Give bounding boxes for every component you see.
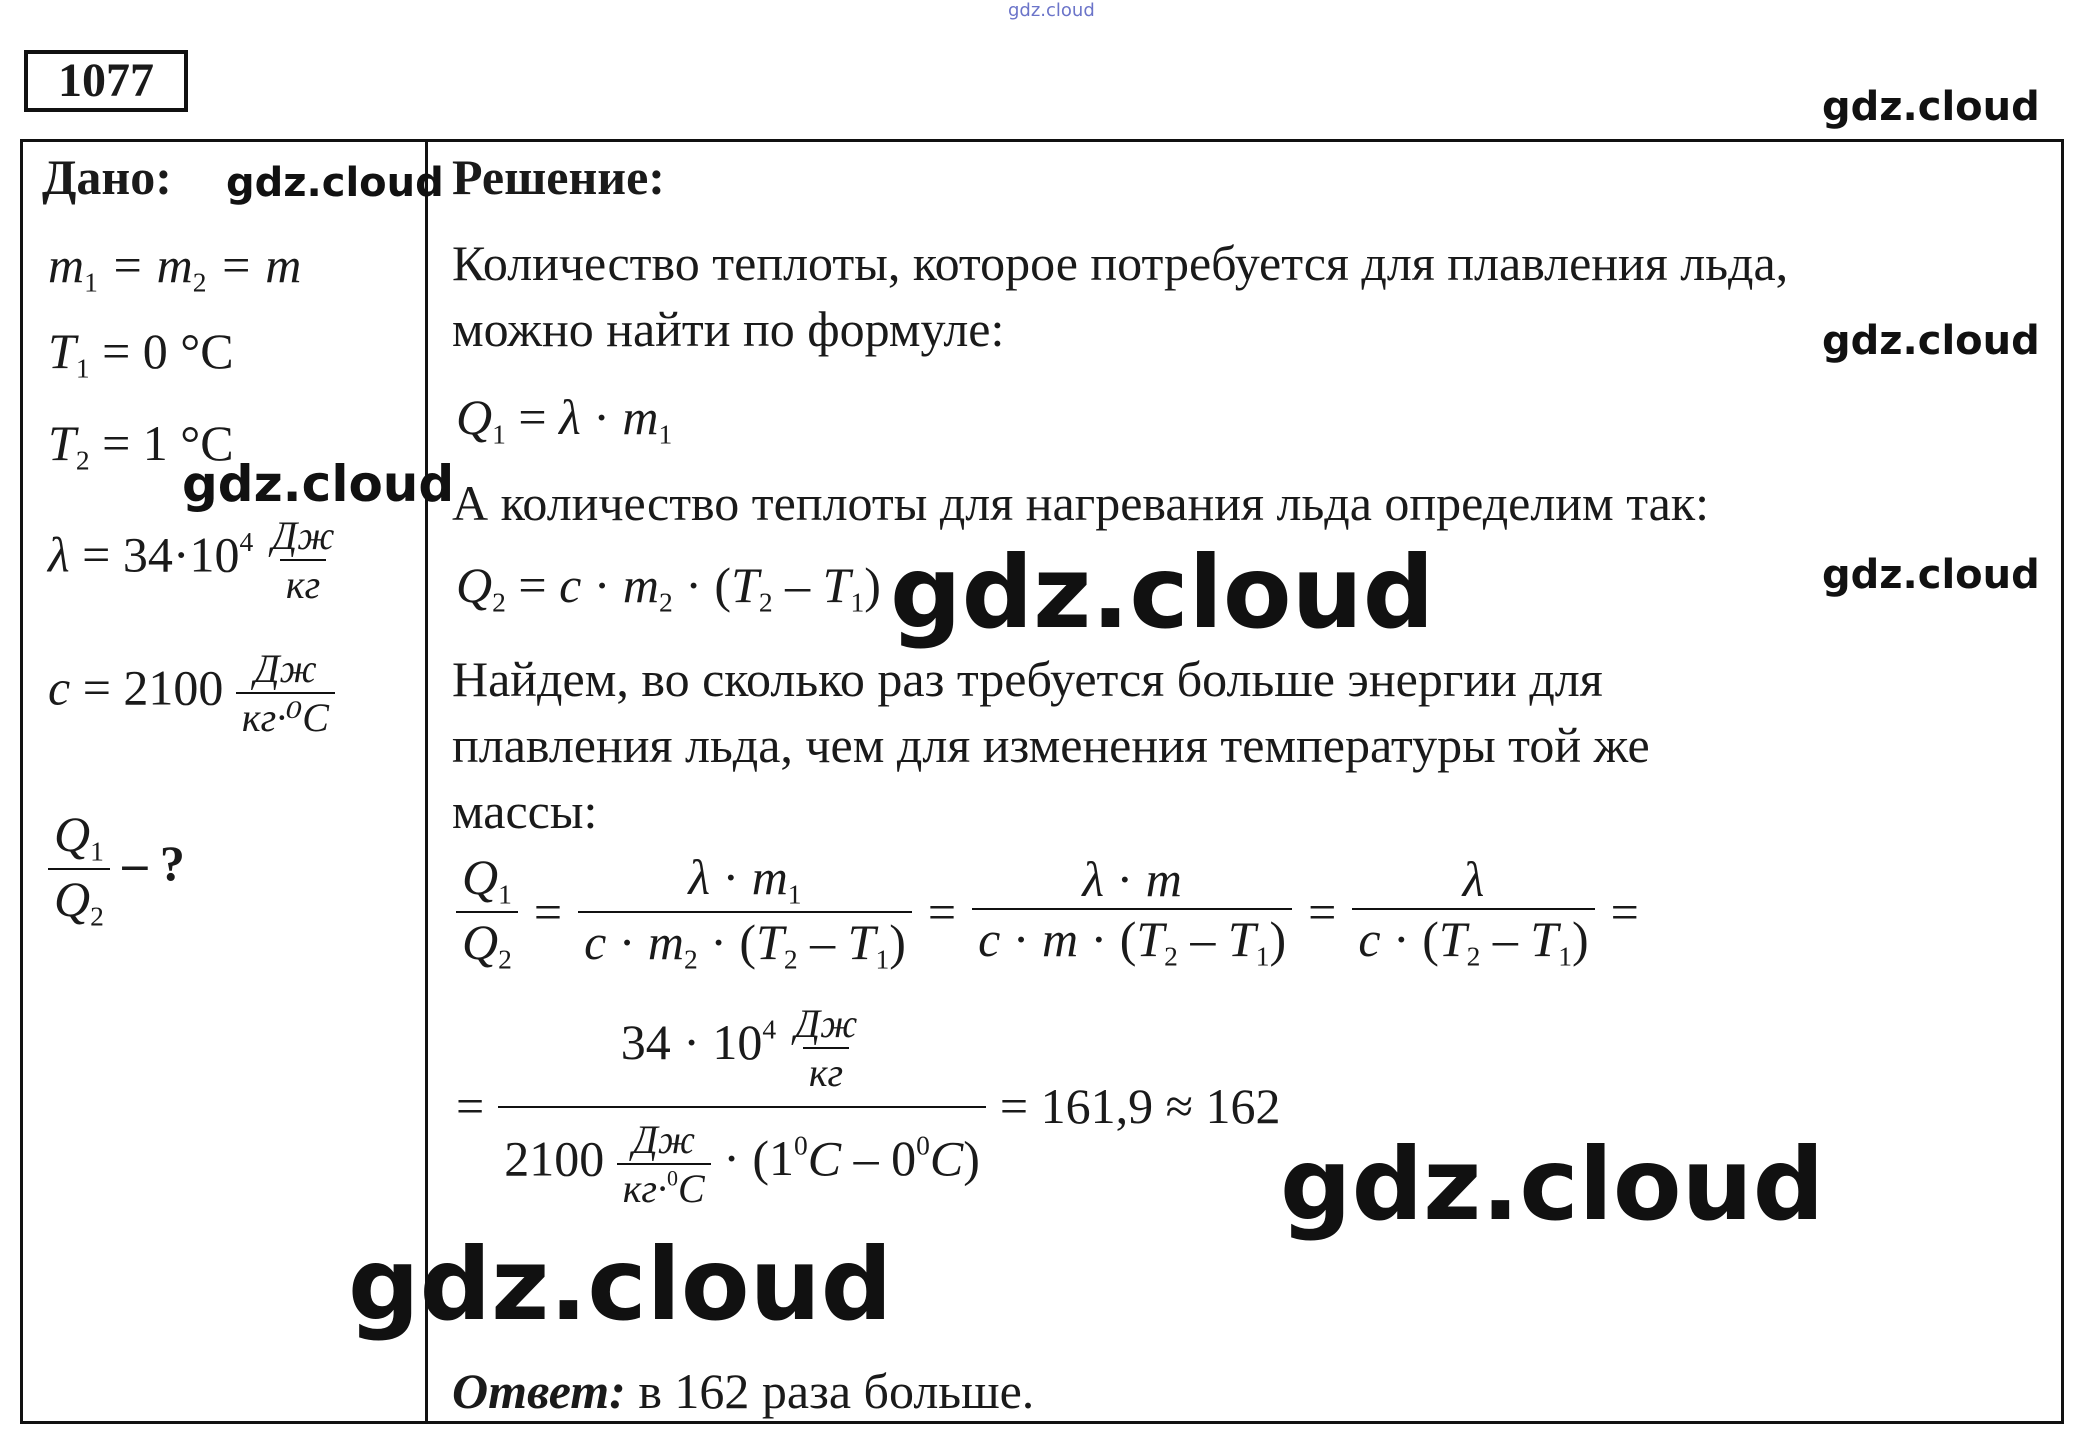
solution-header: Решение: — [452, 149, 665, 205]
ratio-fraction-3: $\frac{\lambda}{c \cdot (T_2 - T_1)}$ — [1352, 850, 1594, 973]
solution-paragraph-3-line-3: массы: — [452, 783, 598, 839]
watermark-right-1: gdz.cloud — [1822, 318, 2040, 364]
ratio-lhs: $\frac{Q_1}{Q_2}$ — [456, 848, 518, 975]
ratio-fraction-1: $\frac{\lambda \cdot m_1}{c \cdot m_2 \cdot (T_2 - T_1)}$ — [578, 848, 912, 975]
watermark-right-2: gdz.cloud — [1822, 552, 2040, 598]
solution-paragraph-1-line-1: Количество теплоты, которое потребуется для плавления льда, — [452, 235, 1789, 291]
watermark-header-right: gdz.cloud — [1822, 84, 2040, 130]
formula-q1: $Q_1 = \lambda \cdot m_1$ — [456, 389, 673, 450]
given-header: Дано: — [42, 149, 172, 205]
given-t1: $T_1 = 0$ °C — [48, 323, 234, 384]
watermark-lower-left-large: gdz.cloud — [348, 1226, 893, 1343]
watermark-given-2: gdz.cloud — [182, 455, 455, 513]
watermark-center-large: gdz.cloud — [890, 534, 1435, 651]
calc-fraction: $34 \cdot 10^4$ Дж кг 2100 Дж кг·$^0$C · $(1^0C - 0^0C)$ — [498, 1000, 986, 1212]
ratio-fraction-2: $\frac{\lambda \cdot m}{c \cdot m \cdot (T_2 - T_1)}$ — [972, 850, 1292, 973]
answer-text: в 162 раза больше. — [625, 1363, 1035, 1419]
given-lambda: $\lambda = 34\cdot 10^4$ Дж кг — [48, 513, 335, 607]
given-specific-heat: c = 2100 Дж кг·⁰C — [48, 645, 335, 741]
problem-number: 1077 — [24, 50, 188, 112]
given-masses: $m_1 = m_2 = m$ — [48, 237, 302, 298]
solution-paragraph-2: А количество теплоты для нагревания льда определим так: — [452, 475, 1710, 531]
numeric-calculation: = $34 \cdot 10^4$ Дж кг 2100 Дж кг·$^0$C · $(1^0C - 0^0C)$ = 161,9 ≈ 162 — [456, 1001, 1281, 1211]
solution-paragraph-1-line-2: можно найти по формуле: — [452, 301, 1005, 357]
watermark-lower-right-large: gdz.cloud — [1280, 1126, 1825, 1243]
given-t2: $T_2 = 1$ °C — [48, 415, 234, 476]
watermark-given: gdz.cloud — [226, 160, 444, 206]
ratio-chain: $\frac{Q_1}{Q_2}$ = $\frac{\lambda \cdot m_1}{c \cdot m_2 \cdot (T_2 - T_1)}$ = $\frac{\lambda \cdot m}{c \cdot m \cdot (T_2 - T_1)}$ = $\frac{\lambda}{c \cdot (T_2 - T_1)}$ = — [456, 848, 1639, 975]
formula-q2: $Q_2 = c \cdot m_2 \cdot (T_2 - T_1)$ — [456, 557, 881, 618]
answer-label: Ответ: — [452, 1363, 626, 1419]
answer — [452, 1362, 1034, 1420]
watermark-top: gdz.cloud — [1008, 0, 1095, 21]
given-find: $\frac{Q_1}{Q_2}$ – ? — [48, 805, 185, 932]
solution-paragraph-3-line-1: Найдем, во сколько раз требуется больше энергии для — [452, 651, 1603, 707]
solution-paragraph-3-line-2: плавления льда, чем для изменения температуры той же — [452, 717, 1650, 773]
